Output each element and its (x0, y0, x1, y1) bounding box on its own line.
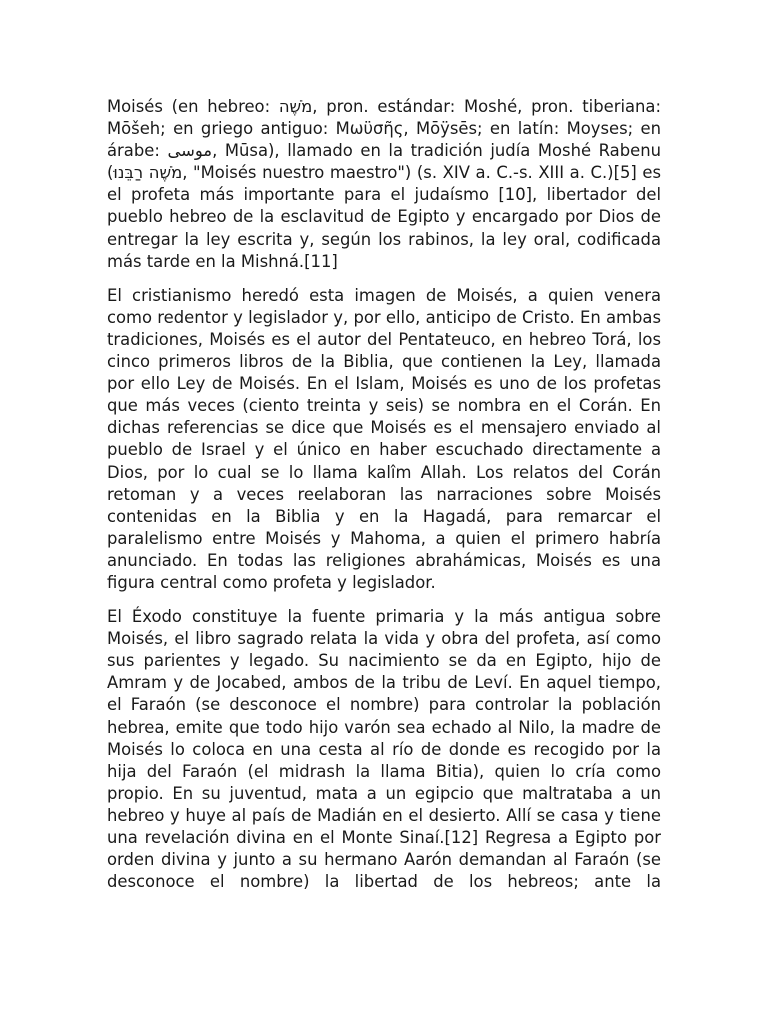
paragraph-exodo: El Éxodo constituye la fuente primaria y la más antigua sobre Moisés, el libro sagrado relata la vida y obra del profeta, así como sus parientes y legado. Su nacimiento se da en Egipto, hijo de Amram y de Jocabed, ambos de la tribu de Leví. En aquel tiempo, el Faraón (se desconoce el nombre) para controlar la población hebrea, emite que todo hijo varón sea echado al Nilo, la madre de Moisés lo coloca en una cesta al río de donde es recogido por la hija del Faraón (el midrash la llama Bitia), quien lo cría como propio. En su juventud, mata a un egipcio que maltrataba a un hebreo y huye al país de Madián en el desierto. Allí se casa y tiene una revelación divina en el Monte Sinaí.[12] Regresa a Egipto por orden divina y junto a su hermano Aarón demandan al Faraón (se desconoce el nombre) la libertad de los hebreos; ante la (107, 607, 661, 892)
document-page (107, 96, 661, 905)
paragraph-cristianismo: El cristianismo heredó esta imagen de Moisés, a quien venera como redentor y legislador y, por ello, anticipo de Cristo. En ambas tradiciones, Moisés es el autor del Pentateuco, en hebreo Torá, los cinco primeros libros de la Biblia, que contienen la Ley, llamada por ello Ley de Moisés. En el Islam, Moisés es uno de los profetas que más veces (ciento treinta y seis) se nombra en el Corán. En dichas referencias se dice que Moisés es el mensajero enviado al pueblo de Israel y el único en haber escuchado directamente a Dios, por lo cual se lo llama kalîm Allah. Los relatos del Corán retoman y a veces reelaboran las narraciones sobre Moisés contenidas en la Biblia y en la Hagadá, para remarcar el paralelismo entre Moisés y Mahoma, a quien el primero habría anunciado. En todas las religiones abrahámicas, Moisés es una figura central como profeta y legislador. (107, 285, 661, 592)
paragraph-moises-intro: Moisés (en hebreo: מֹשֶׁה, pron. estándar: Moshé, pron. tiberiana: Mōšeh; en griego antiguo: Μωϋσῆς, Mōÿsēs; en latín: Moyses; en árabe: موسى‎, Mūsa), llamado en la tradición judía Moshé Rabenu (מֹשֶׁה רַבֵּנוּ‎, "Moisés nuestro maestro") (s. XIV a. C.-s. XIII a. C.)[5] es el profeta más importante para el judaísmo [10], libertador del pueblo hebreo de la esclavitud de Egipto y encargado por Dios de entregar la ley escrita y, según los rabinos, la ley oral, codificada más tarde en la Mishná.[11] (107, 97, 662, 271)
